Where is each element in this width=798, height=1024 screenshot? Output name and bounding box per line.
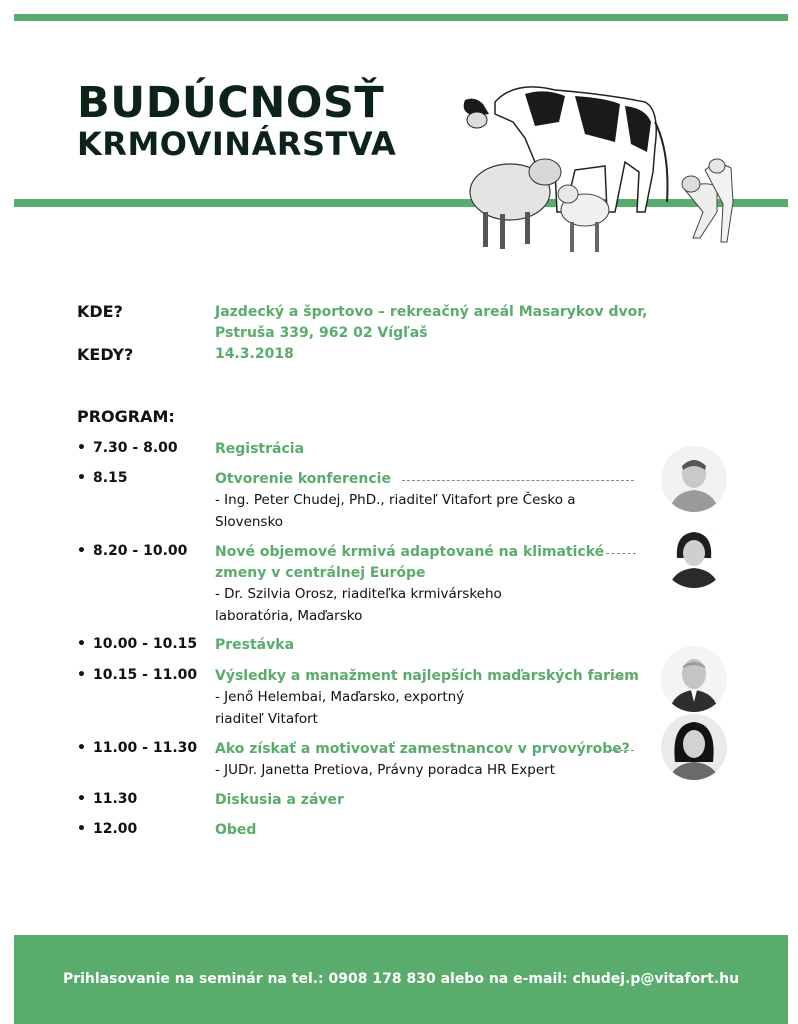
bullet: • xyxy=(77,791,86,807)
program-item-title: Otvorenie konferencie xyxy=(215,471,391,487)
program-item-time xyxy=(77,791,137,807)
bullet: • xyxy=(77,821,86,837)
program-item-title: Registrácia xyxy=(215,441,305,457)
program-item-time xyxy=(77,470,128,486)
where-value-line2: Pstruša 339, 962 02 Vígľaš xyxy=(215,325,428,341)
top-divider-bar xyxy=(14,14,788,21)
program-item-speaker-cont: riaditeľ Vitafort xyxy=(215,711,318,727)
program-item-speaker: - JUDr. Janetta Pretiova, Právny poradca HR Expert xyxy=(215,762,556,778)
program-item-time xyxy=(77,740,197,756)
program-item-speaker-cont: Slovensko xyxy=(215,514,284,530)
program-item-time xyxy=(77,667,197,683)
program-item-speaker: - Jenő Helembai, Maďarsko, exportný xyxy=(215,689,465,705)
lamb-illustration xyxy=(558,185,609,252)
time-text: 10.00 - 10.15 xyxy=(93,636,198,652)
program-item-title: Obed xyxy=(215,822,257,838)
dashed-leader xyxy=(610,750,634,751)
goat-kid-illustration xyxy=(682,159,733,242)
program-item-speaker: - Ing. Peter Chudej, PhD., riaditeľ Vitafort pre Česko a xyxy=(215,492,576,508)
dashed-leader xyxy=(402,480,634,481)
registration-info: Prihlasovanie na seminár na tel.: 0908 178 830 alebo na e-mail: chudej.p@vitafort.hu xyxy=(62,971,740,987)
bullet: • xyxy=(77,543,86,559)
program-item-title: Diskusia a záver xyxy=(215,792,344,808)
program-item-speaker-cont: laboratória, Maďarsko xyxy=(215,608,363,624)
time-text: 12.00 xyxy=(93,821,138,837)
program-heading: PROGRAM: xyxy=(77,407,175,426)
bullet: • xyxy=(77,636,86,652)
dashed-leader xyxy=(606,553,636,554)
program-item-title: Ako získať a motivovať zamestnancov v prvovýrobe? xyxy=(215,741,630,757)
program-item-time xyxy=(77,821,137,837)
footer-bar xyxy=(14,935,788,1024)
program-item-title: Výsledky a manažment najlepších maďarských fariem xyxy=(215,668,639,684)
time-text: 11.00 - 11.30 xyxy=(93,740,198,756)
page-title-line2: KRMOVINÁRSTVA xyxy=(77,125,397,163)
time-text: 10.15 - 11.00 xyxy=(93,667,198,683)
program-item-time xyxy=(77,440,178,456)
speaker-photo-chudej xyxy=(661,446,727,512)
when-value: 14.3.2018 xyxy=(215,346,294,362)
program-item-time xyxy=(77,543,187,559)
program-item-title-cont: zmeny v centrálnej Európe xyxy=(215,565,426,581)
bullet: • xyxy=(77,740,86,756)
dashed-leader xyxy=(614,677,634,678)
time-text: 11.30 xyxy=(93,791,138,807)
where-value-line1: Jazdecký a športovo – rekreačný areál Masarykov dvor, xyxy=(215,304,648,320)
program-item-time xyxy=(77,636,197,652)
speaker-photo-orosz xyxy=(661,522,727,588)
program-item-speaker: - Dr. Szilvia Orosz, riaditeľka krmivárskeho xyxy=(215,586,502,602)
sheep-illustration xyxy=(470,159,561,249)
where-label: KDE? xyxy=(77,302,123,321)
farm-animals-image xyxy=(455,62,755,267)
bullet: • xyxy=(77,470,86,486)
when-label: KEDY? xyxy=(77,345,134,364)
time-text: 8.15 xyxy=(93,470,128,486)
speaker-photo-pretiova xyxy=(661,714,727,780)
time-text: 8.20 - 10.00 xyxy=(93,543,188,559)
program-item-title: Nové objemové krmivá adaptované na klimatické xyxy=(215,544,605,560)
bullet: • xyxy=(77,667,86,683)
bullet: • xyxy=(77,440,86,456)
time-text: 7.30 - 8.00 xyxy=(93,440,178,456)
page-title-line1: BUDÚCNOSŤ xyxy=(77,78,385,128)
speaker-photo-helembai xyxy=(661,646,727,712)
program-item-title: Prestávka xyxy=(215,637,295,653)
